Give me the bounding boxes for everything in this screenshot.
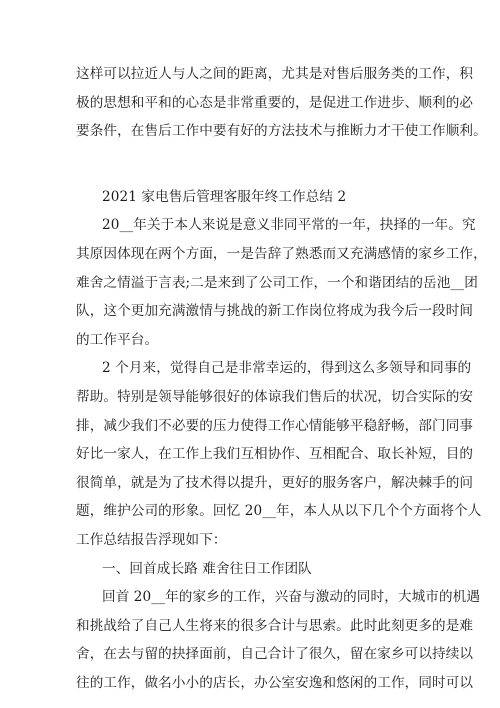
paragraph-line: 和挑战给了自己人生将来的很多合计与思索。此时此刻更多的是难 bbox=[76, 617, 474, 634]
paragraph-line: 回首 20__年的家乡的工作，兴奋与激动的同时，大城市的机遇 bbox=[102, 589, 481, 606]
document-body bbox=[76, 60, 487, 697]
paragraph-line: 2 个月来，觉得自己是非常幸运的，得到这么多领导和同事的 bbox=[102, 360, 472, 377]
paragraph-line: 帮助。特别是领导能够很好的体谅我们售后的状况，切合实际的安 bbox=[76, 388, 474, 405]
paragraph-line: 排，减少我们不必要的压力使得工作心情能够平稳舒畅，部门同事 bbox=[76, 417, 474, 434]
paragraph-line: 好比一家人，在工作上我们互相协作、互相配合、取长补短，目的 bbox=[76, 446, 474, 463]
paragraph-line: 要条件，在售后工作中要有好的方法技术与推断力才干使工作顺利。 bbox=[76, 123, 487, 140]
paragraph-line: 很简单，就是为了技术得以提升，更好的服务客户，解决棘手的问 bbox=[76, 474, 474, 491]
spacer bbox=[76, 146, 430, 183]
paragraph-line: 这样可以拉近人与人之间的距离，尤其是对售后服务类的工作，积 bbox=[76, 66, 474, 82]
paragraph-line: 工作总结报告浮现如下： bbox=[76, 531, 227, 548]
section-title: 2021 家电售后管理客服年终工作总结 2 bbox=[102, 188, 347, 205]
paragraph-line: 其原因体现在两个方面，一是告辞了熟悉而又充满感情的家乡工作， bbox=[76, 245, 487, 262]
paragraph-line: 舍，在去与留的抉择面前，自己合计了很久，留在家乡可以持续以 bbox=[76, 646, 474, 663]
paragraph-line: 往的工作，做名小小的店长，办公室安逸和悠闲的工作，同时可以 bbox=[76, 674, 474, 691]
paragraph-line: 的工作平台。 bbox=[76, 331, 159, 348]
paragraph-line: 队，这个更加充满激情与挑战的新工作岗位将成为我今后一段时间 bbox=[76, 303, 474, 320]
paragraph-line: 20__年关于本人来说是意义非同平常的一年，抉择的一年。究 bbox=[102, 217, 476, 234]
paragraph-line: 难舍之情溢于言表;二是来到了公司工作，一个和谐团结的岳池__团 bbox=[76, 274, 478, 291]
section-heading: 一、回首成长路 难舍往日工作团队 bbox=[102, 560, 312, 577]
paragraph-line: 题，维护公司的形象。回忆 20__年，本人从以下几个个方面将个人 bbox=[76, 503, 482, 520]
paragraph-line: 极的思想和平和的心态是非常重要的，是促进工作进步、顺利的必 bbox=[76, 94, 474, 111]
